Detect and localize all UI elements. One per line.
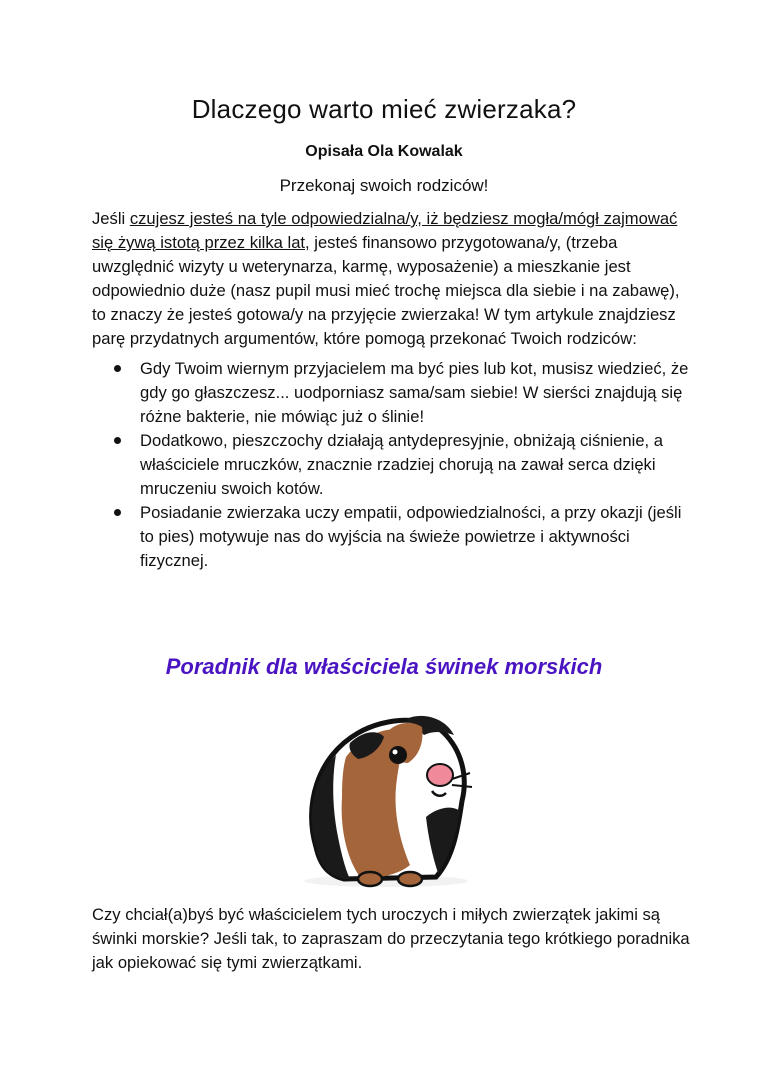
argument-list bbox=[92, 357, 692, 573]
list-item-text: Gdy Twoim wiernym przyjacielem ma być pies lub kot, musisz wiedzieć, że gdy go głaszczesz... uodporniasz sama/sam siebie! W sierści znajdują się różne bakterie, nie mówiąc już o ślinie! bbox=[140, 359, 689, 426]
page-title: Dlaczego warto mieć zwierzaka? bbox=[191, 94, 577, 124]
author-line: Opisała Ola Kowalak bbox=[305, 143, 463, 160]
list-item bbox=[92, 501, 692, 573]
intro-text-start: Jeśli bbox=[92, 209, 130, 228]
guinea-pig-illustration bbox=[286, 697, 480, 891]
bullet-icon bbox=[114, 437, 121, 444]
intro-paragraph bbox=[92, 207, 682, 351]
guide-heading: Poradnik dla właściciela świnek morskich bbox=[165, 654, 603, 679]
outro-paragraph: Czy chciał(a)byś być właścicielem tych uroczych i miłych zwierzątek jakimi są świnki morskie? Jeśli tak, to zapraszam do przeczytania tego krótkiego poradnika jak opiekować się tymi zwierzątkami. bbox=[92, 905, 690, 972]
list-item bbox=[92, 429, 692, 501]
bullet-icon bbox=[114, 509, 121, 516]
intro-underlined-text: czujesz jesteś na tyle odpowiedzialna/y, iż będziesz mogła/mógł zajmować się żywą istotą przez kilka lat, bbox=[92, 209, 678, 252]
intro-text-rest: jesteś finansowo przygotowana/y, (trzeba uwzględnić wizyty u weterynarza, karmę, wyposażenie) a mieszkanie jest odpowiednio duże (nasz pupil musi mieć trochę miejsca dla siebie i na zabawę), to znaczy że jesteś gotowa/y na przyjęcie zwierzaka! W tym artykule znajdziesz parę przydatnych argumentów, które pomogą przekonać Twoich rodziców: bbox=[92, 233, 680, 348]
list-item-text: Posiadanie zwierzaka uczy empatii, odpowiedzialności, a przy okazji (jeśli to pies) motywuje nas do wyjścia na świeże powietrze i aktywności fizycznej. bbox=[140, 503, 682, 570]
guinea-pig-icon bbox=[286, 697, 480, 891]
list-item-text: Dodatkowo, pieszczochy działają antydepresyjnie, obniżają ciśnienie, a właściciele mruczków, znacznie rzadziej chorują na zawał serca dzięki mruczeniu swoich kotów. bbox=[140, 431, 664, 498]
bullet-icon bbox=[114, 365, 121, 372]
list-item bbox=[92, 357, 692, 429]
subtitle: Przekonaj swoich rodziców! bbox=[279, 176, 489, 195]
